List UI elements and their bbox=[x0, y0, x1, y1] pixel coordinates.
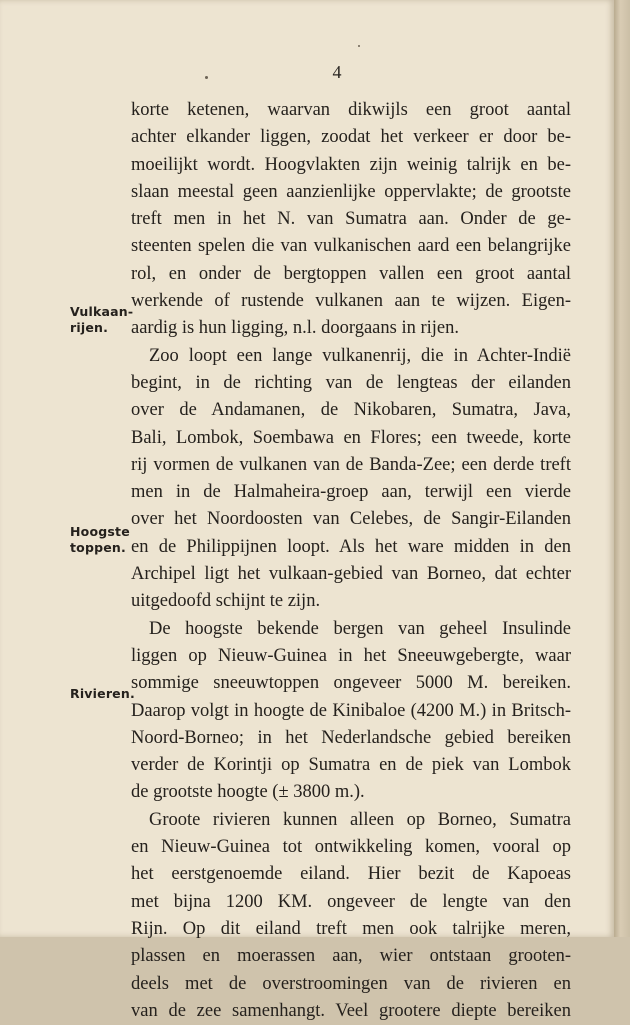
text-line: uitgedoofd schijnt te zijn. bbox=[131, 591, 321, 612]
text-line: Archipel ligt het vulkaan-gebied van Borneo, dat echter bbox=[131, 564, 571, 585]
text-line: de grootste hoogte (± 3800 m.). bbox=[131, 782, 365, 803]
text-line: plassen en moerassen aan, wier ontstaan grooten- bbox=[131, 946, 571, 967]
text-line: en de Philippijnen loopt. Als het ware midden in den bbox=[131, 536, 571, 557]
text-line: Noord-Borneo; in het Nederlandsche gebied bereiken bbox=[131, 727, 571, 748]
text-line: moeilijkt wordt. Hoogvlakten zijn weinig talrijk en be- bbox=[131, 154, 571, 175]
text-line: men in de Halmaheira-groep aan, terwijl een vierde bbox=[131, 482, 571, 503]
text-line: rij vormen de vulkanen van de Banda-Zee; een derde treft bbox=[131, 454, 571, 475]
text-line: Bali, Lombok, Soembawa en Flores; een tweede, korte bbox=[131, 427, 571, 448]
text-line: liggen op Nieuw-Guinea in het Sneeuwgebergte, waar bbox=[131, 645, 571, 666]
margin-note-line: Hoogste bbox=[70, 524, 130, 539]
text-line: werkende of rustende vulkanen aan te wijzen. Eigen- bbox=[131, 291, 571, 312]
ink-speck bbox=[358, 45, 360, 47]
text-line: met bijna 1200 KM. ongeveer de lengte van den bbox=[131, 891, 571, 912]
margin-note-line: Rivieren. bbox=[70, 686, 135, 701]
text-line: het eerstgenoemde eiland. Hier bezit de Kapoeas bbox=[131, 864, 571, 885]
margin-note-rivers bbox=[70, 686, 135, 702]
text-line: aardig is hun ligging, n.l. doorgaans in rijen. bbox=[131, 318, 459, 339]
text-line: en Nieuw-Guinea tot ontwikkeling komen, vooral op bbox=[131, 837, 571, 858]
text-line: Rijn. Op dit eiland treft men ook talrijke meren, bbox=[131, 918, 571, 939]
text-line: steenten spelen die van vulkanischen aard een belangrijke bbox=[131, 236, 571, 257]
text-line: begint, in de richting van de lengteas der eilanden bbox=[131, 372, 571, 393]
text-line: achter elkander liggen, zoodat het verkeer er door be- bbox=[131, 127, 571, 148]
margin-note-line: Vulkaan- bbox=[70, 304, 134, 319]
margin-note-peaks bbox=[70, 524, 130, 556]
page-number: 4 bbox=[332, 62, 342, 82]
text-line: sommige sneeuwtoppen ongeveer 5000 M. bereiken. bbox=[131, 673, 571, 694]
text-line: rol, en onder de bergtoppen vallen een groot aantal bbox=[131, 263, 571, 284]
margin-note-volcanoes bbox=[70, 304, 133, 336]
text-line: van de zee samenhangt. Veel grootere diepte bereiken bbox=[131, 1000, 571, 1021]
text-line: korte ketenen, waarvan dikwijls een groot aantal bbox=[131, 100, 571, 120]
text-line: treft men in het N. van Sumatra aan. Onder de ge- bbox=[131, 209, 571, 230]
text-line: Daarop volgt in hoogte de Kinibaloe (4200 M.) in Britsch- bbox=[131, 700, 571, 721]
text-line: verder de Korintji op Sumatra en de piek van Lombok bbox=[131, 755, 571, 776]
text-line: Groote rivieren kunnen alleen op Borneo, Sumatra bbox=[149, 809, 571, 830]
text-line: De hoogste bekende bergen van geheel Insulinde bbox=[149, 618, 571, 639]
margin-note-line: rijen. bbox=[70, 320, 109, 335]
text-line: deels met de overstroomingen van de rivieren en bbox=[131, 973, 571, 994]
text-line: over de Andamanen, de Nikobaren, Sumatra, Java, bbox=[131, 400, 571, 421]
text-line: over het Noordoosten van Celebes, de Sangir-Eilanden bbox=[131, 509, 571, 530]
margin-note-line: toppen. bbox=[70, 540, 126, 555]
text-line: slaan meestal geen aanzienlijke oppervlakte; de grootste bbox=[131, 181, 571, 202]
body-text bbox=[131, 97, 571, 1025]
text-line: Zoo loopt een lange vulkanenrij, die in Achter-Indië bbox=[149, 345, 571, 366]
page-edge bbox=[614, 0, 630, 937]
